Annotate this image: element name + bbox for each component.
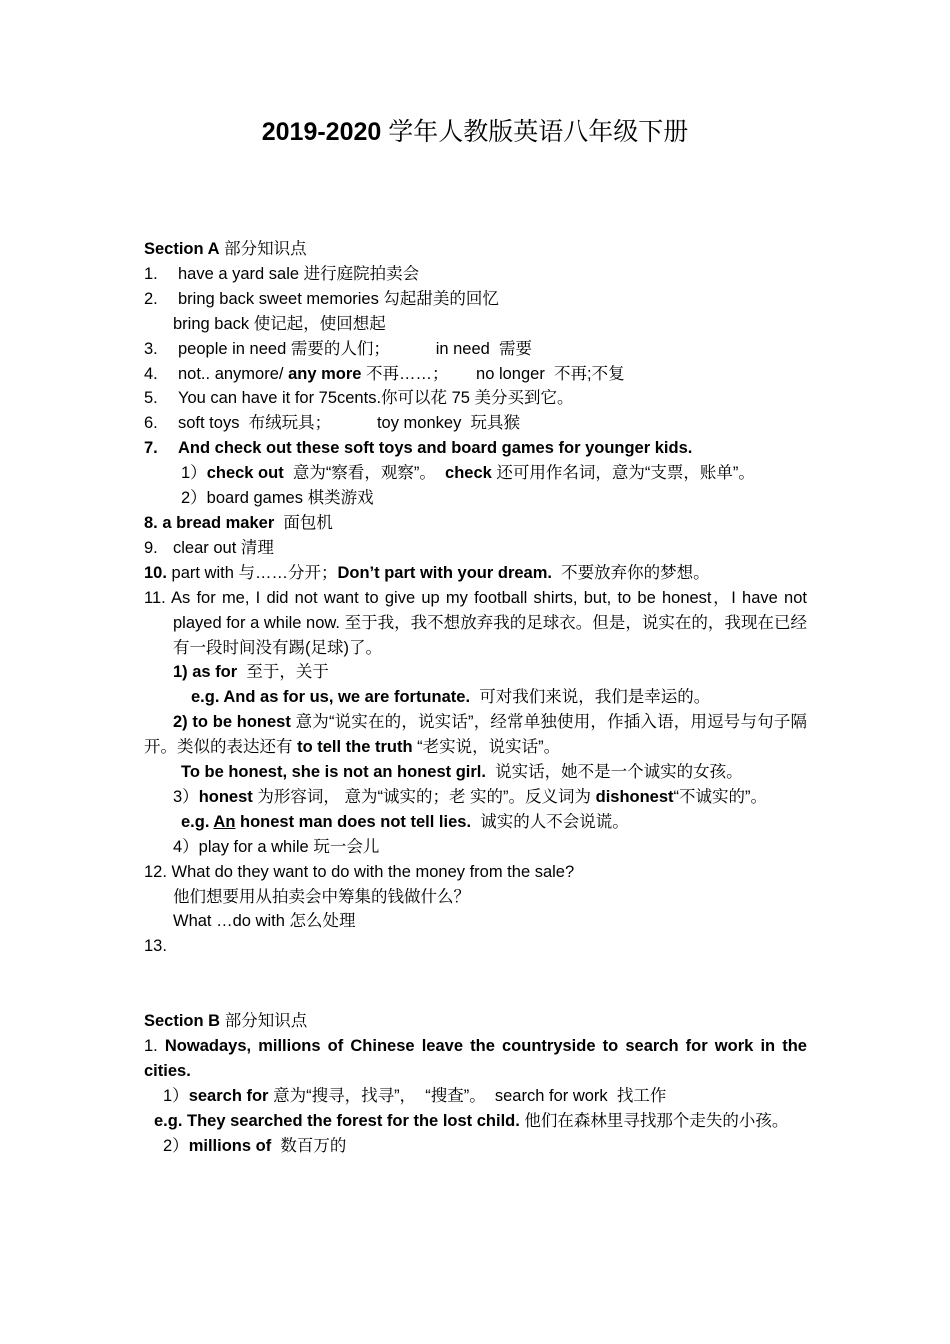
list-item: 11. As for me, I did not want to give up my football shirts, but, to be honest，I have not played for a while now. 至于我，我不想放弃我的足球衣。但是，说实在的，我现在已经有一段时间没有踢(足球)了。 — [144, 588, 807, 657]
list-item: 2. bring back sweet memories 勾起甜美的回忆 — [144, 289, 499, 308]
section-b-heading: Section B 部分知识点 — [144, 1012, 308, 1031]
list-item: 13. — [144, 937, 167, 956]
list-item-note: 3）honest 为形容词， 意为“诚实的；老 实的”。反义词为 dishonest“不诚实的”。 — [173, 787, 768, 806]
title-year: 2019-2020 — [261, 118, 382, 146]
example-sentence: To be honest, she is not an honest girl. 说实话，她不是一个诚实的女孩。 — [181, 763, 743, 782]
list-item-note: 2) to be honest 意为“说实在的，说实话”，经常单独使用，作插入语，用逗号与句子隔开。类似的表达还有 to tell the truth “老实说，说实话”。 — [144, 713, 807, 757]
list-item-note: 1) as for 至于，关于 — [173, 663, 329, 682]
list-item: 9. clear out 清理 — [144, 538, 274, 557]
list-item: 1. have a yard sale 进行庭院拍卖会 — [144, 264, 420, 283]
list-item: 7. And check out these soft toys and board games for younger kids. — [144, 439, 693, 458]
example-sentence: e.g. And as for us, we are fortunate. 可对我们来说，我们是幸运的。 — [191, 688, 711, 707]
list-item: 10. part with 与……分开；Don’t part with your dream. 不要放弃你的梦想。 — [144, 563, 710, 582]
page-title — [0, 112, 950, 152]
list-item-note: 1）search for 意为“搜寻，找寻”， “搜查”。 search for work 找工作 — [163, 1086, 667, 1105]
document-body — [144, 237, 807, 1159]
list-item: 4. not.. anymore/ any more 不再……； no longer 不再;不复 — [144, 364, 625, 383]
example-sentence: e.g. An honest man does not tell lies. 诚实的人不会说谎。 — [181, 812, 629, 831]
section-a-heading: Section A 部分知识点 — [144, 240, 307, 258]
list-item: 6. soft toys 布绒玩具； toy monkey 玩具猴 — [144, 414, 520, 433]
list-item: 3. people in need 需要的人们； in need 需要 — [144, 339, 532, 358]
list-item-note: What …do with 怎么处理 — [173, 912, 356, 931]
list-item: 5. You can have it for 75cents.你可以花 75 美分买到它。 — [144, 389, 574, 408]
list-item-note: 他们想要用从拍卖会中筹集的钱做什么？ — [173, 887, 470, 906]
list-item-note: 4）play for a while 玩一会儿 — [173, 837, 380, 856]
list-item-note: bring back 使记起，使回想起 — [173, 314, 386, 333]
list-item-note: 2）millions of 数百万的 — [163, 1136, 347, 1155]
list-item-note: 1）check out 意为“察看，观察”。 check 还可用作名词，意为“支票，账单”。 — [181, 464, 755, 483]
list-item-note: 2）board games 棋类游戏 — [181, 489, 374, 508]
title-text: 学年人教版英语八年级下册 — [381, 118, 689, 146]
list-item: 12. What do they want to do with the money from the sale? — [144, 862, 575, 881]
spacer — [144, 959, 807, 984]
list-item: 1. Nowadays, millions of Chinese leave the countryside to search for work in the cities. — [144, 1036, 807, 1080]
example-sentence: e.g. They searched the forest for the lost child. 他们在森林里寻找那个走失的小孩。 — [154, 1111, 789, 1130]
list-item: 8. a bread maker 面包机 — [144, 513, 333, 532]
spacer — [144, 984, 807, 1009]
